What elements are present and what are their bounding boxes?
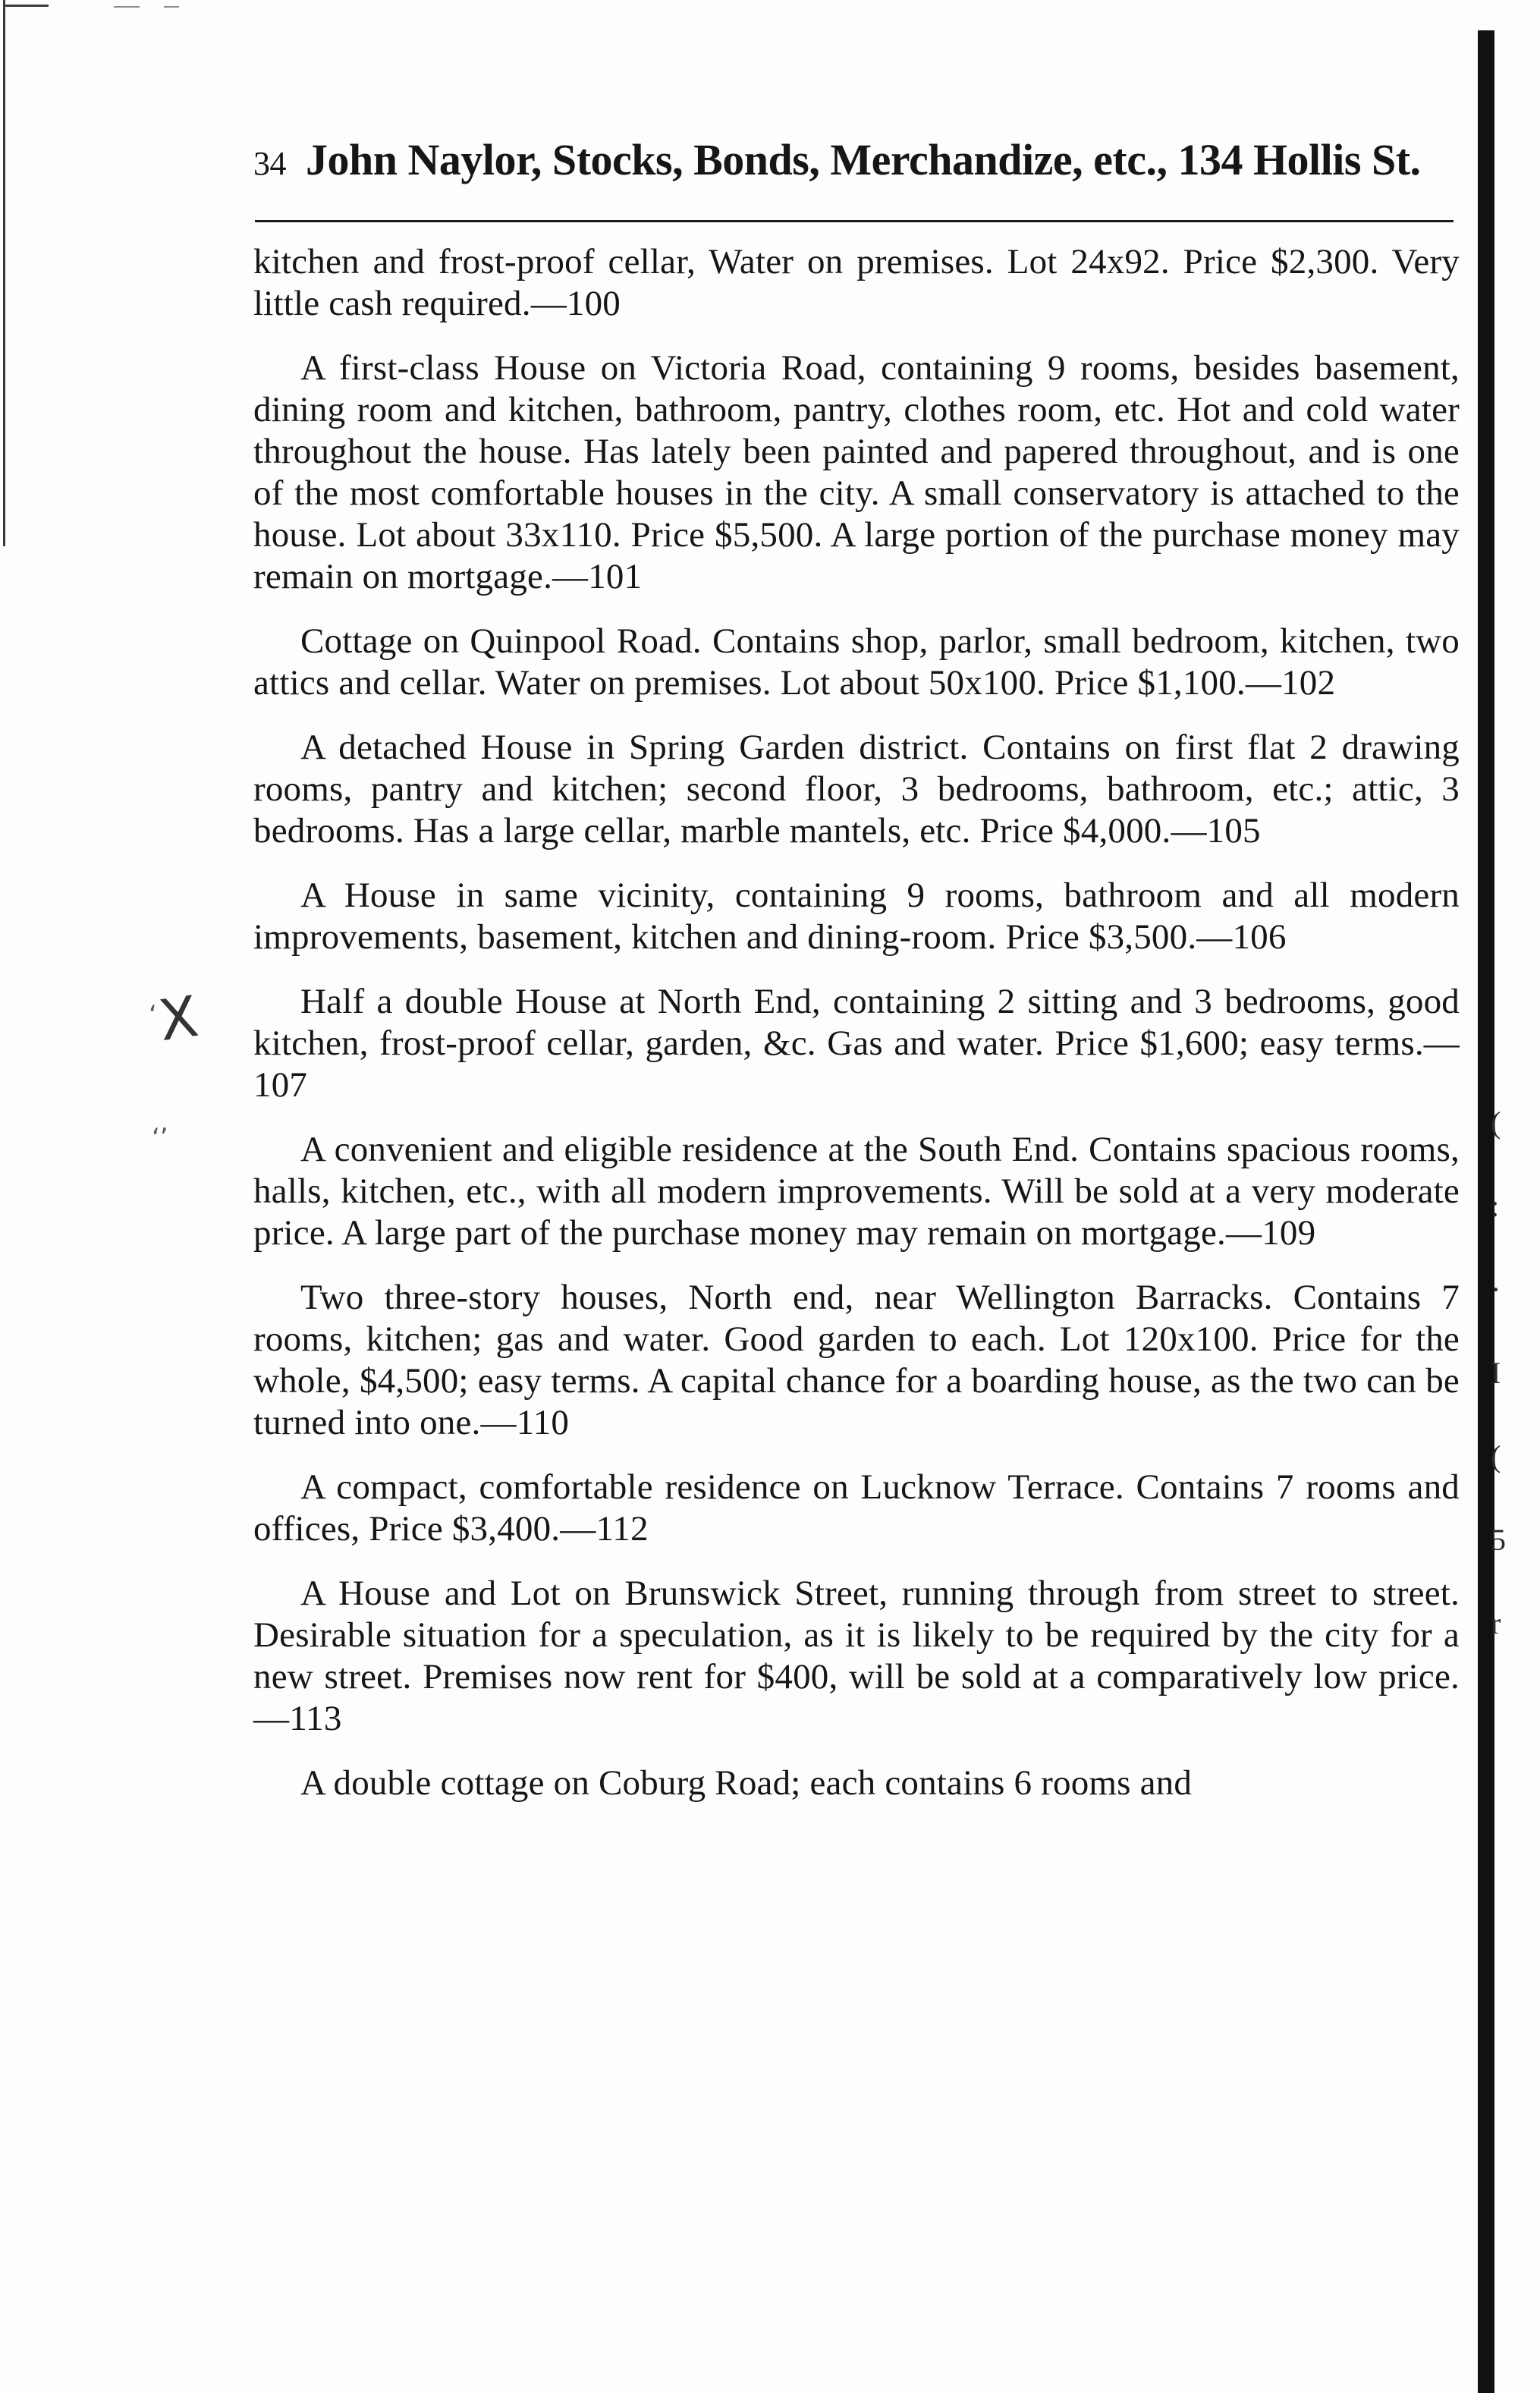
listing-paragraph: A detached House in Spring Garden district. Contains on first flat 2 drawing rooms, pantry and kitchen; second floor, 3 bedrooms, bathroom, etc.; attic, 3 bedrooms. Has a large cellar, marble mantels, etc. Price $4,000.—105 [253, 728, 1460, 851]
header-rule [255, 220, 1454, 222]
margin-tick-mark: ‘ [149, 1000, 157, 1030]
edge-fragment: ( [1491, 1439, 1501, 1473]
running-title: John Naylor, Stocks, Bonds, Merchandize, etc., 134 Hollis St. [306, 135, 1421, 184]
edge-fragment: · [1491, 1272, 1501, 1307]
listing-paragraph: kitchen and frost-proof cellar, Water on premises. Lot 24x92. Price $2,300. Very little cash required.—100 [253, 242, 1460, 323]
listing-paragraph: A first-class House on Victoria Road, containing 9 rooms, besides basement, dining room and kitchen, bathroom, pantry, clothes room, etc. Hot and cold water throughout the house. Has lately been painted and papered throughout, and is one of the most comfortable houses in the city. A small conservatory is attached to the house. Lot about 33x110. Price $5,500. A large portion of the purchase money may remain on mortgage.—101 [253, 348, 1460, 596]
crop-mark [3, 0, 5, 546]
listing-paragraph: Two three-story houses, North end, near Wellington Barracks. Contains 7 rooms, kitchen; gas and water. Good garden to each. Lot 120x100. Price for the whole, $4,500; easy terms. A capital chance for a boarding house, as the two can be turned into one.—110 [253, 1278, 1460, 1442]
page-number: 34 [253, 145, 286, 182]
margin-annotation: X [155, 983, 203, 1055]
edge-fragment: ( [1491, 1105, 1501, 1140]
listing-paragraph: Cottage on Quinpool Road. Contains shop, parlor, small bedroom, kitchen, two attics and cellar. Water on premises. Lot about 50x100. Price $1,100.—102 [253, 621, 1460, 703]
listings-text [253, 241, 1460, 1804]
edge-fragments [1491, 1105, 1521, 1692]
listing-paragraph: A compact, comfortable residence on Lucknow Terrace. Contains 7 rooms and offices, Price $3,400.—112 [253, 1467, 1460, 1549]
listing-paragraph: A convenient and eligible residence at the South End. Contains spacious rooms, halls, kitchen, etc., with all modern improvements. Will be sold at a very moderate price. A large part of the purchase money may remain on mortgage.—109 [253, 1130, 1460, 1253]
listing-paragraph: Half a double House at North End, containing 2 sitting and 3 bedrooms, good kitchen, frost-proof cellar, garden, &c. Gas and water. Price $1,600; easy terms.—107 [253, 982, 1460, 1105]
edge-fragment: 5 [1491, 1523, 1506, 1557]
margin-tick-mark: ‘’ [152, 1123, 168, 1153]
listing-paragraph: A House in same vicinity, containing 9 rooms, bathroom and all modern improvements, basement, kitchen and dining-room. Price $3,500.—106 [253, 876, 1460, 957]
running-head [253, 134, 1452, 190]
listing-paragraph: A House and Lot on Brunswick Street, running through from street to street. Desirable situation for a speculation, as it is likely to be required by the city for a new street. Premises now rent for $400, will be sold at a comparatively low price.—113 [253, 1574, 1460, 1738]
crop-mark [164, 6, 179, 8]
crop-mark [114, 6, 140, 8]
edge-fragment: I [1491, 1356, 1501, 1390]
edge-fragment: : [1491, 1189, 1500, 1223]
crop-mark [3, 5, 49, 7]
edge-fragment: r [1491, 1606, 1501, 1640]
listing-paragraph: A double cottage on Coburg Road; each contains 6 rooms and [300, 1763, 1193, 1803]
